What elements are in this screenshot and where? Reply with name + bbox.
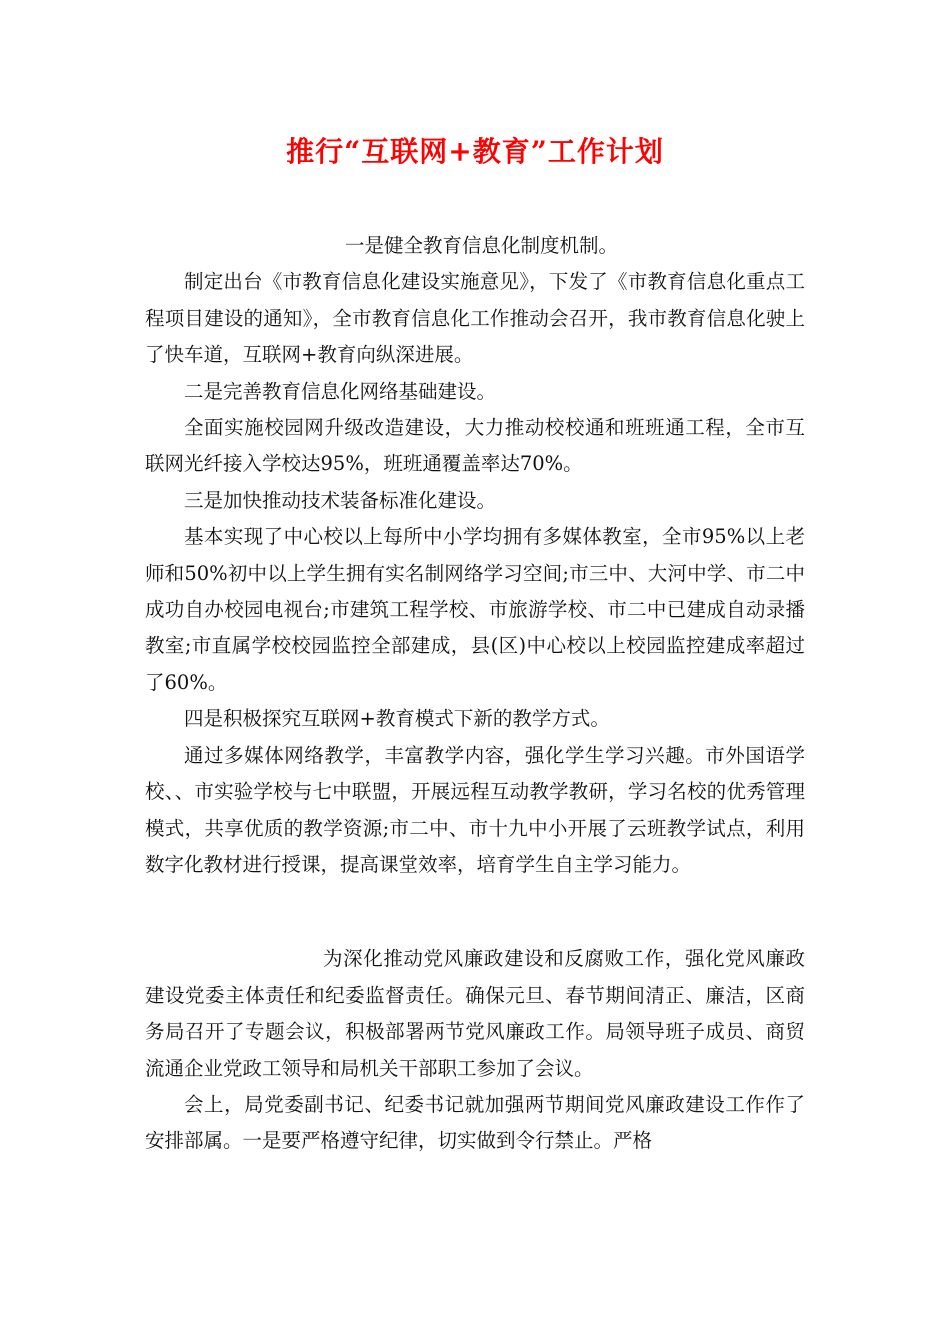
section-heading-1: 一是健全教育信息化制度机制。 xyxy=(345,234,619,257)
paragraph: 会上，局党委副书记、纪委书记就加强两节期间党风廉政建设工作作了安排部属。一是要严格遵守纪律，切实做到令行禁止。严格 xyxy=(145,1092,805,1153)
section-heading-3: 三是加快推动技术装备标准化建设。 xyxy=(184,488,497,512)
paragraph: 全面实施校园网升级改造建设，大力推动校校通和班班通工程，全市互联网光纤接入学校达95%，班班通覆盖率达70%。 xyxy=(145,416,805,476)
paragraph: 通过多媒体网络教学，丰富教学内容，强化学生学习兴趣。市外国语学校、、市实验学校与七中联盟，开展远程互动教学教研，学习名校的优秀管理模式，共享优质的教学资源;市二中、市十九中小开展了云班教学试点，利用数字化教材进行授课，提高课堂效率，培育学生自主学习能力。 xyxy=(145,743,805,876)
section-heading-4: 四是积极探究互联网+教育模式下新的教学方式。 xyxy=(184,707,610,731)
paragraph: 为深化推动党风廉政建设和反腐败工作，强化党风廉政建设党委主体责任和纪委监督责任。确保元旦、春节期间清正、廉洁，区商务局召开了专题会议，积极部署两节党风廉政工作。局领导班子成员、商贸流通企业党政工领导和局机关干部职工参加了会议。 xyxy=(145,947,805,1080)
paragraph: 基本实现了中心校以上每所中小学均拥有多媒体教室，全市95%以上老师和50%初中以上学生拥有实名制网络学习空间;市三中、大河中学、市二中成功自办校园电视台;市建筑工程学校、市旅游学校、市二中已建成自动录播教室;市直属学校校园监控全部建成，县(区)中心校以上校园监控建成率超过了60%。 xyxy=(145,525,805,694)
document-title: 推行“互联网+教育”工作计划 xyxy=(286,135,664,168)
section-heading-2: 二是完善教育信息化网络基础建设。 xyxy=(184,379,497,403)
document-body xyxy=(145,228,805,1160)
section-gap xyxy=(145,883,805,941)
paragraph: 制定出台《市教育信息化建设实施意见》，下发了《市教育信息化重点工程项目建设的通知》，全市教育信息化工作推动会召开，我市教育信息化驶上了快车道，互联网+教育向纵深进展。 xyxy=(145,270,805,367)
